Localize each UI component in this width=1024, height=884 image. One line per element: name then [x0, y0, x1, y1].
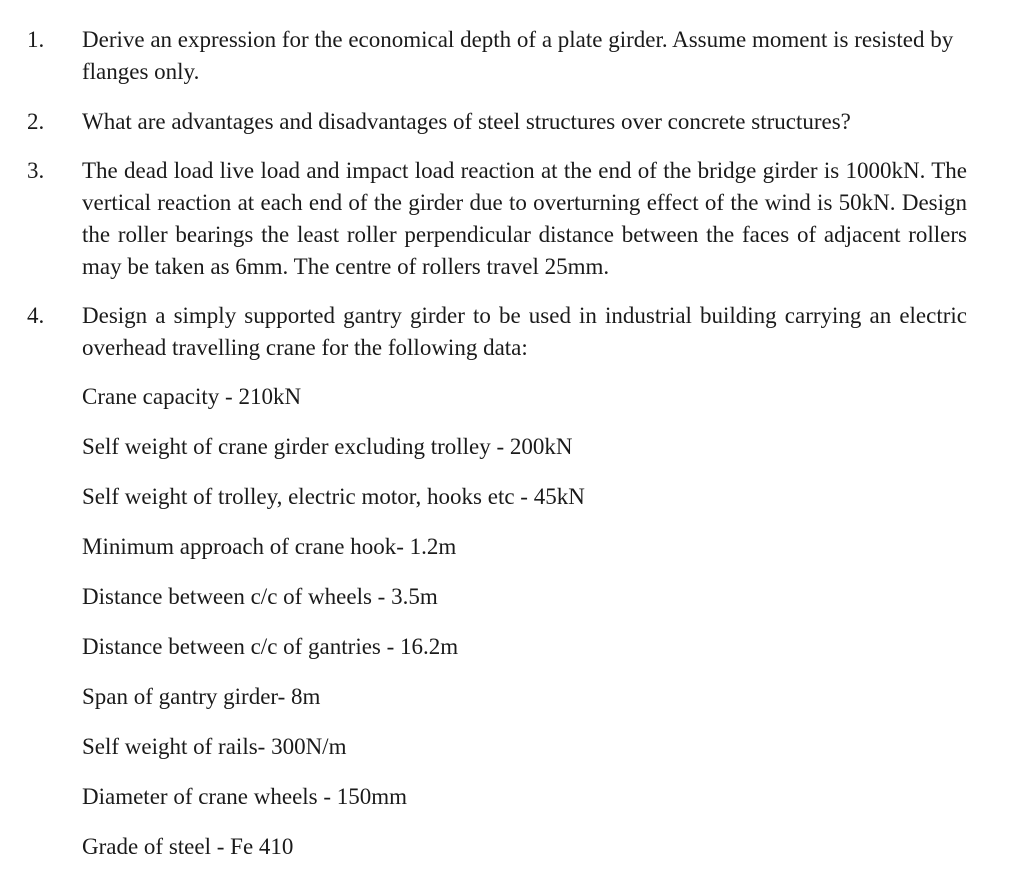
data-item-hook-approach: Minimum approach of crane hook- 1.2m [82, 534, 457, 559]
question-number: 3. [27, 158, 45, 183]
question-number: 4. [27, 303, 45, 328]
question-text: Derive an expression for the economical depth of a plate girder. Assume moment is resisted by flanges only. [82, 27, 954, 84]
data-item-crane-capacity: Crane capacity - 210kN [82, 384, 302, 409]
data-item-rail-weight: Self weight of rails- 300N/m [82, 734, 347, 759]
question-number: 1. [27, 27, 45, 52]
question-text: Design a simply supported gantry girder to be used in industrial building carrying an electric overhead travelling crane for the following data: [82, 303, 967, 360]
question-text: What are advantages and disadvantages of steel structures over concrete structures? [82, 109, 851, 134]
data-item-trolley-weight: Self weight of trolley, electric motor, hooks etc - 45kN [82, 484, 585, 509]
question-text: The dead load live load and impact load reaction at the end of the bridge girder is 1000kN. The vertical reaction at each end of the girder due to overturning effect of the wind is 50kN. Design the roller bearings the least roller perpendicular distance between the faces of adjacent rollers may be taken as 6mm. The centre of rollers travel 25mm. [82, 158, 967, 279]
data-item-steel-grade: Grade of steel - Fe 410 [82, 834, 294, 859]
data-item-wheel-diameter: Diameter of crane wheels - 150mm [82, 784, 408, 809]
data-item-girder-span: Span of gantry girder- 8m [82, 684, 321, 709]
data-item-crane-girder-weight: Self weight of crane girder excluding trolley - 200kN [82, 434, 573, 459]
question-number: 2. [27, 109, 45, 134]
data-item-gantry-spacing: Distance between c/c of gantries - 16.2m [82, 634, 459, 659]
data-item-wheel-spacing: Distance between c/c of wheels - 3.5m [82, 584, 438, 609]
